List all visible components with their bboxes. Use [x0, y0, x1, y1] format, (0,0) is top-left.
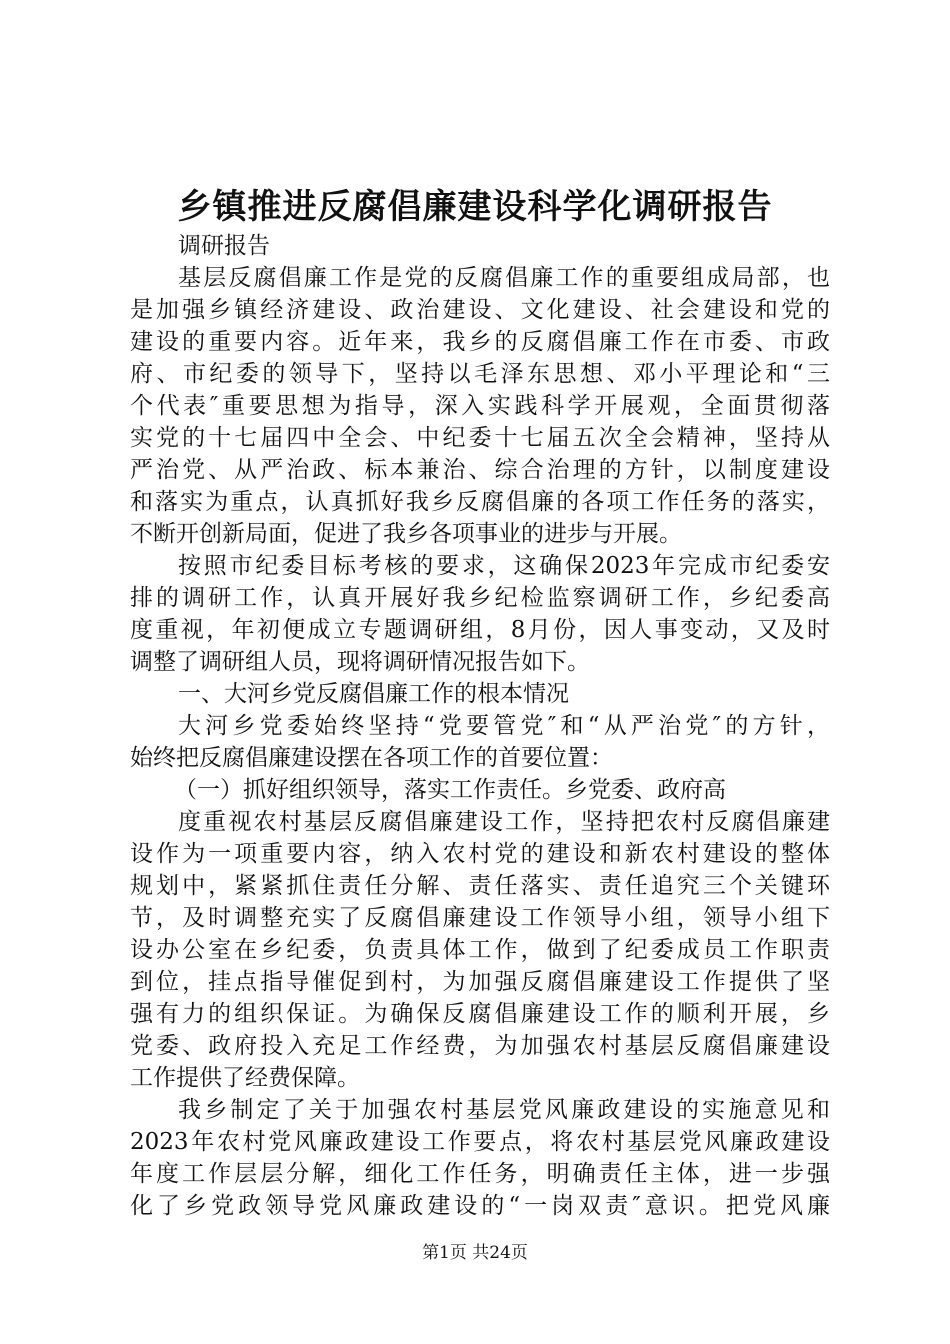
paragraph-line: 个代表″重要思想为指导，深入实践科学开展观，全面贯彻落 — [130, 393, 830, 419]
paragraph-line: 工作提供了经费保障。 — [130, 1065, 360, 1091]
paragraph-line: 设办公室在乡纪委，负责具体工作，做到了纪委成员工作职责 — [130, 937, 830, 963]
paragraph-line: 设作为一项重要内容，纳入农村党的建设和新农村建设的整体 — [130, 841, 830, 867]
paragraph-line: 党委、政府投入充足工作经费，为加强农村基层反腐倡廉建设 — [130, 1033, 830, 1059]
section-heading: 调研报告 — [178, 233, 270, 259]
page-number-footer: 第1页 共24页 — [422, 1243, 528, 1263]
paragraph-line: 不断开创新局面，促进了我乡各项事业的进步与开展。 — [130, 521, 682, 547]
paragraph-line: 2023年农村党风廉政建设工作要点，将农村基层党风廉政建设 — [130, 1129, 830, 1155]
subsection-heading: （一）抓好组织领导，落实工作责任。乡党委、政府高 — [174, 777, 726, 803]
paragraph-line: 化了乡党政领导党风廉政建设的“一岗双责″意识。把党风廉 — [130, 1193, 830, 1219]
paragraph-line: 我乡制定了关于加强农村基层党风廉政建设的实施意见和 — [178, 1097, 830, 1123]
paragraph-line: 基层反腐倡廉工作是党的反腐倡廉工作的重要组成局部，也 — [178, 265, 830, 291]
paragraph-line: 度重视，年初便成立专题调研组，8月份，因人事变动，又及时 — [130, 617, 830, 643]
paragraph-line: 年度工作层层分解，细化工作任务，明确责任主体，进一步强 — [130, 1161, 830, 1187]
paragraph-line: 规划中，紧紧抓住责任分解、责任落实、责任追究三个关键环 — [130, 873, 830, 899]
document-title: 乡镇推进反腐倡廉建设科学化调研报告 — [177, 187, 773, 227]
paragraph-line: 建设的重要内容。近年来，我乡的反腐倡廉工作在市委、市政 — [130, 329, 830, 355]
paragraph-line: 是加强乡镇经济建设、政治建设、文化建设、社会建设和党的 — [130, 297, 830, 323]
paragraph-line: 按照市纪委目标考核的要求，这确保2023年完成市纪委安 — [178, 553, 830, 579]
paragraph-line: 调整了调研组人员，现将调研情况报告如下。 — [130, 649, 590, 675]
paragraph-line: 府、市纪委的领导下，坚持以毛泽东思想、邓小平理论和“三 — [130, 361, 830, 387]
document-body — [130, 230, 830, 1222]
paragraph-line: 实党的十七届四中全会、中纪委十七届五次全会精神，坚持从 — [130, 425, 830, 451]
paragraph-line: 到位，挂点指导催促到村，为加强反腐倡廉建设工作提供了坚 — [130, 969, 830, 995]
paragraph-line: 度重视农村基层反腐倡廉建设工作，坚持把农村反腐倡廉建 — [178, 809, 830, 835]
paragraph-line: 始终把反腐倡廉建设摆在各项工作的首要位置： — [130, 745, 613, 771]
section-heading: 一、大河乡党反腐倡廉工作的根本情况 — [178, 681, 569, 707]
paragraph-line: 排的调研工作，认真开展好我乡纪检监察调研工作，乡纪委高 — [130, 585, 830, 611]
paragraph-line: 强有力的组织保证。为确保反腐倡廉建设工作的顺利开展，乡 — [130, 1001, 830, 1027]
paragraph-line: 和落实为重点，认真抓好我乡反腐倡廉的各项工作任务的落实， — [130, 489, 830, 515]
paragraph-line: 严治党、从严治政、标本兼治、综合治理的方针，以制度建设 — [130, 457, 830, 483]
paragraph-line: 大河乡党委始终坚持“党要管党″和“从严治党″的方针， — [178, 713, 830, 739]
paragraph-line: 节，及时调整充实了反腐倡廉建设工作领导小组，领导小组下 — [130, 905, 830, 931]
